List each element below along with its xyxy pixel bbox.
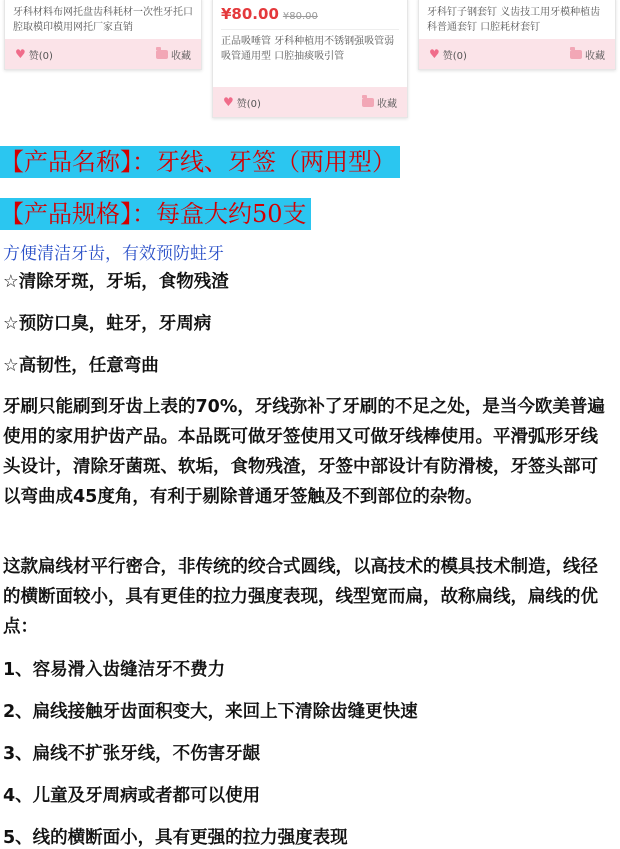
collect-label: 收藏 — [171, 50, 191, 62]
feature-item: ☆高韧性，任意弯曲 — [3, 356, 159, 376]
card-footer — [419, 39, 615, 69]
collect-button[interactable] — [156, 47, 191, 62]
like-button[interactable] — [429, 47, 467, 62]
old-price: ¥80.00 — [282, 11, 318, 22]
description-paragraph: 牙刷只能刷到牙齿上表的70%，牙线弥补了牙刷的不足之处，是当今欧美普遍使用的家用护齿产品。本品既可做牙签使用又可做牙线棒使用。平滑弧形牙线头设计，清除牙菌斑、软垢，食物残渣，牙签中部设计有防滑棱，牙签头部可以弯曲成45度角，有利于剔除普通牙签触及不到部位的杂物。 — [3, 397, 605, 507]
heart-icon: ♥ — [15, 47, 26, 61]
folder-icon — [570, 50, 582, 59]
price — [213, 0, 407, 23]
product-card-2[interactable] — [212, 0, 408, 118]
collect-button[interactable] — [362, 95, 397, 110]
feature-item: ☆清除牙斑，牙垢，食物残渣 — [3, 272, 229, 292]
feature-item: ☆预防口臭，蛀牙，牙周病 — [3, 314, 212, 334]
advantage-item: 3、扁线不扩张牙线，不伤害牙龈 — [3, 744, 261, 764]
collect-label: 收藏 — [377, 98, 397, 110]
product-description[interactable]: 牙科钉子钢套钉 义齿技工用牙模种植齿科普通套钉 口腔耗材套钉 — [427, 7, 601, 33]
like-button[interactable] — [223, 95, 261, 110]
product-card-1[interactable] — [4, 0, 202, 70]
advantage-item: 4、儿童及牙周病或者都可以使用 — [3, 786, 261, 806]
collect-label: 收藏 — [585, 50, 605, 62]
product-card-3[interactable] — [418, 0, 616, 70]
flat-floss-paragraph: 这款扁线材平行密合，非传统的绞合式圆线，以高技术的模具技术制造，线径的横断面较小，具有更佳的拉力强度表现，线型宽而扁，故称扁线，扁线的优点： — [3, 557, 598, 637]
collect-button[interactable] — [570, 47, 605, 62]
heart-icon: ♥ — [223, 95, 234, 109]
divider — [221, 29, 399, 30]
current-price: ¥80.00 — [221, 5, 279, 23]
product-spec-heading: 【产品规格】：每盒大约50支 — [0, 198, 311, 230]
like-label: 赞(0) — [28, 50, 53, 62]
folder-icon — [156, 50, 168, 59]
card-footer — [213, 87, 407, 117]
like-label: 赞(0) — [442, 50, 467, 62]
card-footer — [5, 39, 201, 69]
advantage-item: 5、线的横断面小，具有更强的拉力强度表现 — [3, 828, 348, 848]
folder-icon — [362, 98, 374, 107]
advantage-item: 2、扁线接触牙齿面积变大，来回上下清除齿缝更快速 — [3, 702, 418, 722]
advantage-item: 1、容易滑入齿缝洁牙不费力 — [3, 660, 226, 680]
product-description[interactable]: 牙科材料布网托盘齿科耗材一次性牙托口腔取模印模用网托厂家直销 — [13, 7, 193, 33]
product-name-heading: 【产品名称】：牙线、牙签（两用型） — [0, 146, 400, 178]
heart-icon: ♥ — [429, 47, 440, 61]
product-description[interactable]: 正品吸唾管 牙科种植用不锈钢强吸管弱吸管通用型 口腔抽痰吸引管 — [221, 36, 395, 62]
like-button[interactable] — [15, 47, 53, 62]
like-label: 赞(0) — [236, 98, 261, 110]
tagline: 方便清洁牙齿，有效预防蛀牙 — [3, 244, 224, 264]
